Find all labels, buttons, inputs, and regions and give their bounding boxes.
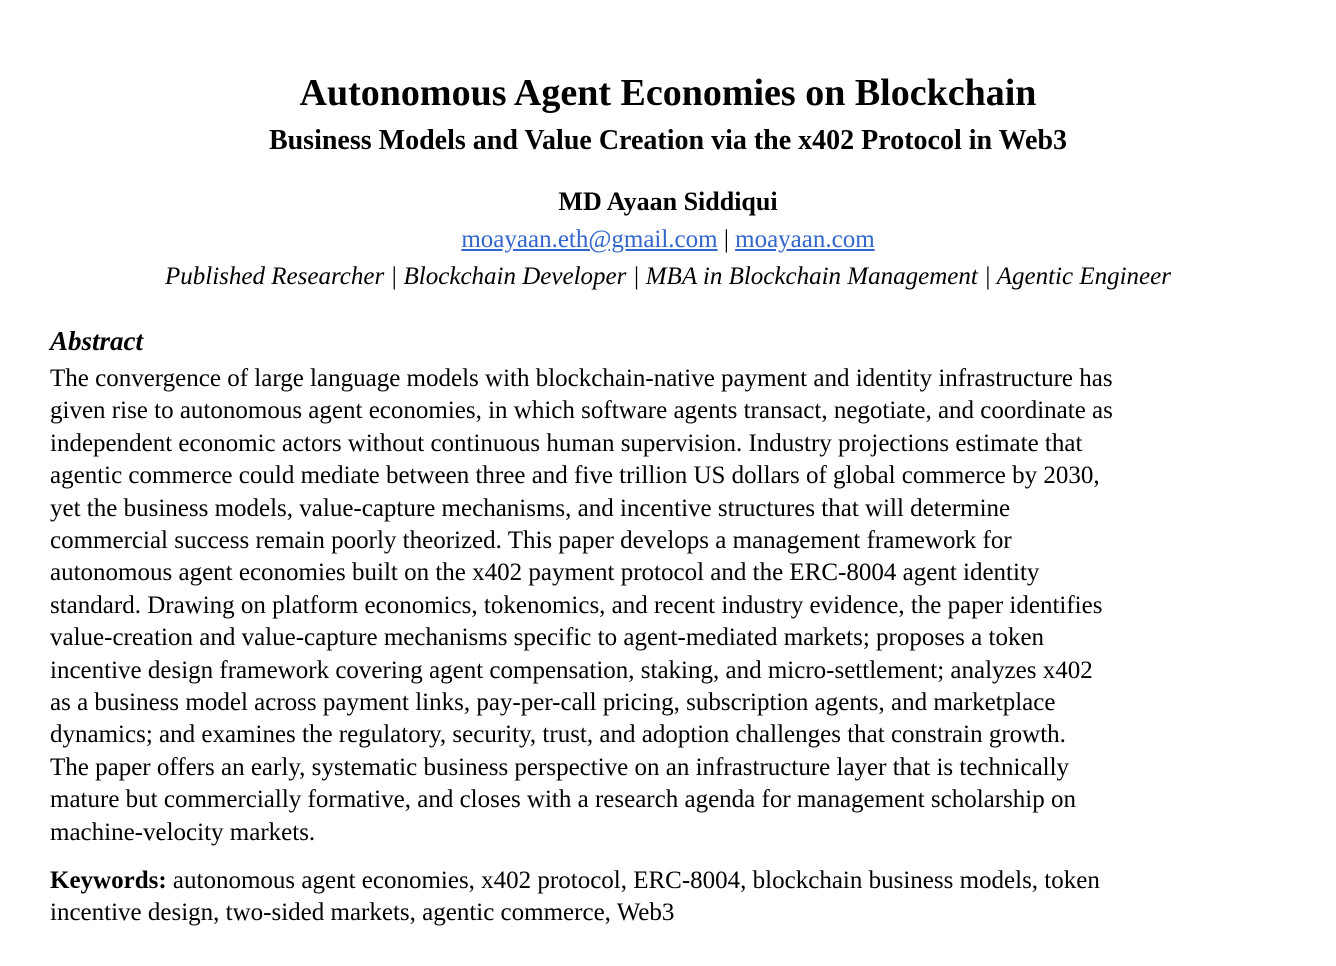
abstract-line: value-creation and value-capture mechanisms specific to agent-mediated markets; proposes a token: [50, 624, 1045, 652]
abstract-line: yet the business models, value-capture mechanisms, and incentive structures that will determine: [50, 494, 1011, 522]
abstract-line: dynamics; and examines the regulatory, security, trust, and adoption challenges that constrain growth.: [50, 721, 1066, 749]
abstract-line: The convergence of large language models with blockchain-native payment and identity infrastructure has: [50, 365, 1113, 392]
keywords-line: incentive design, two-sided markets, agentic commerce, Web3: [50, 899, 675, 927]
keywords-label: Keywords:: [50, 867, 167, 895]
keywords-section: [50, 865, 1286, 929]
abstract-line: machine-velocity markets.: [50, 818, 316, 846]
abstract-line: standard. Drawing on platform economics, tokenomics, and recent industry evidence, the paper identifies: [50, 591, 1103, 619]
email-link[interactable]: moayaan.eth@gmail.com: [461, 226, 718, 253]
abstract-line: agentic commerce could mediate between three and five trillion US dollars of global commerce by 2030,: [50, 462, 1100, 490]
abstract-line: mature but commercially formative, and closes with a research agenda for management scholarship on: [50, 786, 1077, 814]
abstract-line: independent economic actors without continuous human supervision. Industry projections estimate that: [50, 429, 1083, 457]
keywords-line: [50, 865, 1286, 897]
abstract-line: commercial success remain poorly theorized. This paper develops a management framework for: [50, 527, 1012, 555]
abstract-line: incentive design framework covering agent compensation, staking, and micro-settlement; analyzes x402: [50, 656, 1093, 684]
paper-title: Autonomous Agent Economies on Blockchain: [299, 72, 1037, 114]
author-contact: [50, 224, 1286, 256]
abstract-line: as a business model across payment links, pay-per-call pricing, subscription agents, and marketplace: [50, 689, 1056, 717]
paper-subtitle: Business Models and Value Creation via the x402 Protocol in Web3: [268, 125, 1068, 156]
author-name: MD Ayaan Siddiqui: [558, 187, 778, 216]
abstract-heading: Abstract: [50, 326, 144, 356]
keywords-text: autonomous agent economies, x402 protocol, ERC-8004, blockchain business models, token: [166, 867, 1100, 895]
abstract-line: The paper offers an early, systematic business perspective on an infrastructure layer that is technically: [50, 753, 1070, 781]
author-roles: Published Researcher | Blockchain Developer | MBA in Blockchain Management | Agentic Engineer: [165, 263, 1171, 290]
abstract-body: [50, 363, 1286, 849]
abstract-line: autonomous agent economies built on the x402 payment protocol and the ERC-8004 agent identity: [50, 559, 1040, 587]
abstract-line: given rise to autonomous agent economies, in which software agents transact, negotiate, and coordinate as: [50, 397, 1113, 425]
website-link[interactable]: moayaan.com: [735, 226, 875, 253]
contact-separator: |: [717, 226, 736, 253]
